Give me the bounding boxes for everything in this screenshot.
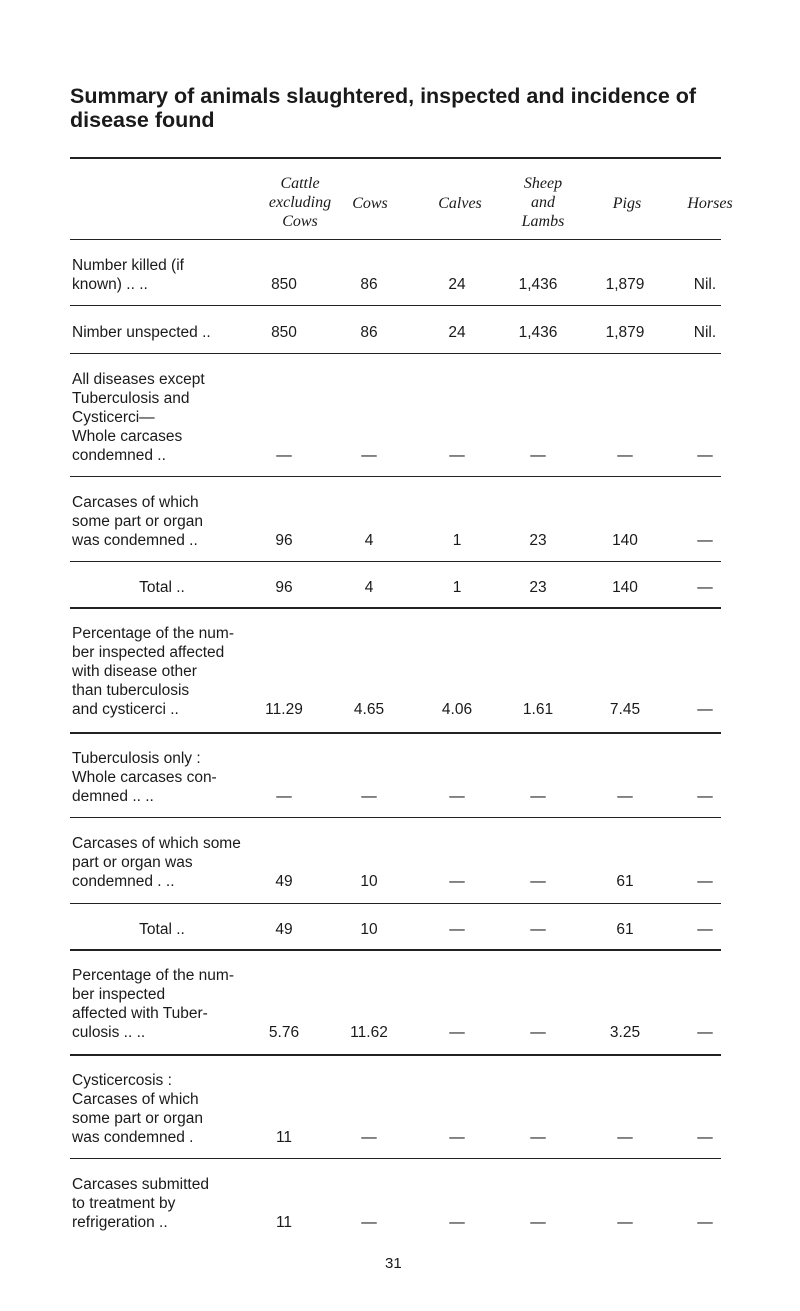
cell: 86 — [360, 324, 378, 341]
cell: — — [617, 447, 633, 464]
row-label-tb-whole: Tuberculosis only : Whole carcases con- demned .. .. — [72, 750, 217, 805]
row-divider — [70, 903, 721, 904]
cell: — — [617, 1129, 633, 1146]
cell: — — [530, 788, 546, 805]
cell: — — [697, 921, 713, 938]
cell: Nil. — [693, 324, 717, 341]
col-header-pigs: Pigs — [612, 195, 642, 212]
cell: — — [530, 1129, 546, 1146]
cell: 11 — [275, 1129, 293, 1146]
cell: 61 — [616, 921, 634, 938]
cell: — — [697, 873, 713, 890]
cell: — — [361, 1129, 377, 1146]
row-divider — [70, 607, 721, 609]
row-divider — [70, 476, 721, 477]
cell: 10 — [360, 873, 378, 890]
cell: 1,436 — [518, 276, 558, 293]
page-title: Summary of animals slaughtered, inspected and incidence of disease found — [70, 84, 697, 132]
cell: 86 — [360, 276, 378, 293]
cell: 3.25 — [609, 1024, 641, 1041]
row-divider — [70, 353, 721, 354]
row-label-part-condemned: Carcases of which some part or organ was condemned .. — [72, 494, 203, 549]
cell: 23 — [529, 579, 547, 596]
row-label-percentage-tb: Percentage of the num- ber inspected affected with Tuber- culosis .. .. — [72, 967, 234, 1041]
cell: — — [617, 1214, 633, 1231]
cell: 10 — [360, 921, 378, 938]
cell: — — [697, 1024, 713, 1041]
cell: — — [361, 1214, 377, 1231]
cell: 11.62 — [350, 1024, 388, 1041]
row-divider — [70, 305, 721, 306]
header-bottom-rule — [70, 239, 721, 240]
cell: — — [530, 1024, 546, 1041]
col-header-cows: Cows — [352, 195, 388, 212]
cell: 4 — [364, 532, 374, 549]
col-header-calves: Calves — [438, 195, 482, 212]
cell: — — [361, 788, 377, 805]
cell: 24 — [448, 276, 466, 293]
cell: — — [449, 1024, 465, 1041]
row-label-tb-total: Total .. — [139, 921, 185, 938]
cell: 23 — [529, 532, 547, 549]
cell: 140 — [612, 579, 638, 596]
cell: 61 — [616, 873, 634, 890]
row-label-all-diseases: All diseases except Tuberculosis and Cysticerci— Whole carcases condemned .. — [72, 371, 205, 464]
cell: 11.29 — [265, 701, 303, 718]
cell: — — [697, 532, 713, 549]
cell: 4 — [364, 579, 374, 596]
cell: 4.06 — [441, 701, 473, 718]
cell: 49 — [275, 873, 293, 890]
cell: 850 — [271, 276, 297, 293]
cell: — — [449, 1214, 465, 1231]
col-header-horses: Horses — [687, 195, 733, 212]
header-top-rule — [70, 157, 721, 159]
cell: 1,879 — [605, 276, 645, 293]
cell: — — [530, 921, 546, 938]
row-divider — [70, 1158, 721, 1159]
row-label-cysticercosis: Cysticercosis : Carcases of which some part or organ was condemned . — [72, 1072, 203, 1146]
cell: — — [276, 447, 292, 464]
row-label-refrigeration: Carcases submitted to treatment by refrigeration .. — [72, 1176, 209, 1231]
row-divider — [70, 949, 721, 951]
cell: 1.61 — [522, 701, 554, 718]
cell: — — [697, 447, 713, 464]
cell: 24 — [448, 324, 466, 341]
cell: — — [449, 873, 465, 890]
cell: — — [449, 921, 465, 938]
cell: 49 — [275, 921, 293, 938]
cell: 96 — [275, 532, 293, 549]
cell: — — [361, 447, 377, 464]
cell: — — [530, 873, 546, 890]
cell: — — [617, 788, 633, 805]
row-divider — [70, 561, 721, 562]
cell: — — [276, 788, 292, 805]
cell: — — [697, 788, 713, 805]
cell: 7.45 — [609, 701, 641, 718]
row-divider — [70, 817, 721, 818]
cell: — — [449, 1129, 465, 1146]
cell: 1 — [452, 579, 462, 596]
cell: 5.76 — [268, 1024, 300, 1041]
cell: Nil. — [693, 276, 717, 293]
col-header-sheep: Sheep and Lambs — [521, 175, 565, 230]
row-label-number-inspected: Nimber unspected .. — [72, 324, 211, 341]
cell: 1,436 — [518, 324, 558, 341]
row-divider — [70, 732, 721, 734]
row-label-tb-part: Carcases of which some part or organ was condemned . .. — [72, 835, 241, 890]
cell: 140 — [612, 532, 638, 549]
cell: — — [449, 447, 465, 464]
col-header-cattle: Cattle excluding Cows — [268, 175, 332, 230]
cell: 4.65 — [353, 701, 385, 718]
cell: 850 — [271, 324, 297, 341]
row-label-total: Total .. — [139, 579, 185, 596]
cell: — — [697, 701, 713, 718]
cell: — — [530, 1214, 546, 1231]
cell: — — [449, 788, 465, 805]
row-label-percentage-disease: Percentage of the num- ber inspected affected with disease other than tuberculosis and cysticerci .. — [72, 625, 234, 718]
cell: 1 — [452, 532, 462, 549]
cell: 11 — [275, 1214, 293, 1231]
cell: 96 — [275, 579, 293, 596]
cell: — — [697, 579, 713, 596]
cell: — — [697, 1214, 713, 1231]
cell: — — [530, 447, 546, 464]
row-divider — [70, 1054, 721, 1056]
row-label-number-killed: Number killed (if known) .. .. — [72, 257, 184, 293]
page-number: 31 — [385, 1255, 402, 1272]
cell: 1,879 — [605, 324, 645, 341]
cell: — — [697, 1129, 713, 1146]
